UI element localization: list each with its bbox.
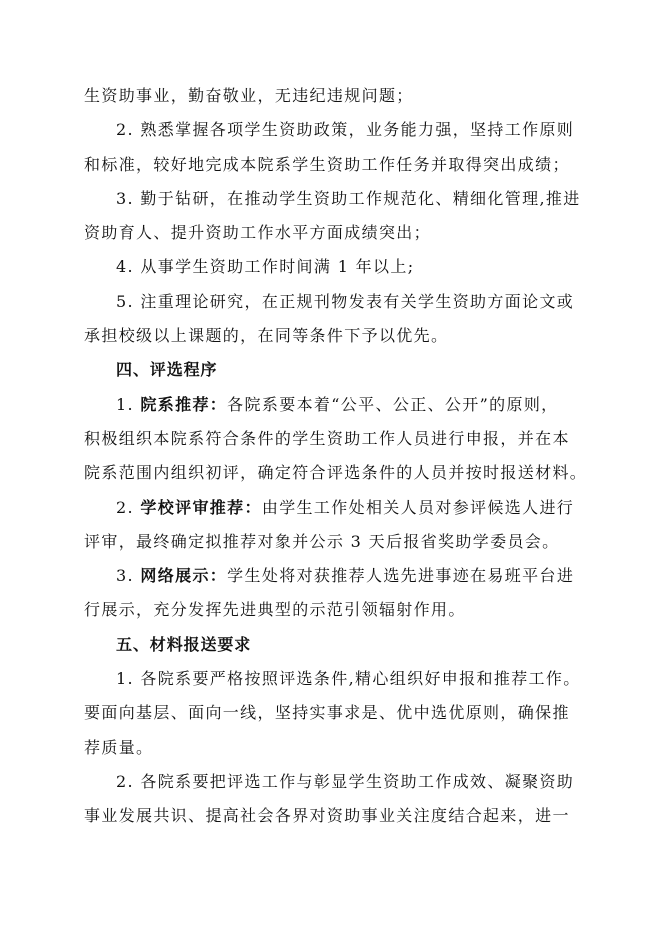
criterion-2-line-1: 2. 熟悉掌握各项学生资助政策，业务能力强，坚持工作原则 xyxy=(116,120,575,140)
material-1-line-2: 要面向基层、面向一线，坚持实事求是、优中选优原则，确保推 xyxy=(84,703,570,723)
procedure-1-number: 1. xyxy=(116,394,141,414)
criterion-3-line-1: 3. 勤于钻研，在推动学生资助工作规范化、精细化管理,推进 xyxy=(116,188,581,208)
procedure-3-number: 3. xyxy=(116,566,141,586)
paragraph-line: 生资助事业，勤奋敬业，无违纪违规问题； xyxy=(84,86,414,105)
material-1-line-1: 1. 各院系要严格按照评选条件,精心组织好申报和推荐工作。 xyxy=(116,669,581,689)
criterion-4-line-1: 4. 从事学生资助工作时间满 1 年以上; xyxy=(116,257,415,277)
criterion-5-line-2: 承担校级以上课题的，在同等条件下予以优先。 xyxy=(84,326,449,346)
procedure-1-text: 各院系要本着“公平、公正、公开”的原则， xyxy=(227,394,559,414)
section-heading-selection-procedure: 四、评选程序 xyxy=(116,360,218,380)
criterion-2-line-2: 和标准，较好地完成本院系学生资助工作任务并取得突出成绩； xyxy=(84,154,570,174)
procedure-1-keyword: 院系推荐： xyxy=(140,394,228,414)
procedure-2-number: 2. xyxy=(116,497,141,517)
material-1-line-3: 荐质量。 xyxy=(84,737,154,757)
procedure-3-text: 学生处将对获推荐人选先进事迹在易班平台进 xyxy=(227,566,575,586)
criterion-3-line-2: 资助育人、提升资助工作水平方面成绩突出； xyxy=(84,223,432,243)
material-2-line-1: 2. 各院系要把评选工作与彰显学生资助工作成效、凝聚资助 xyxy=(116,771,575,791)
procedure-1-line-1 xyxy=(84,388,589,422)
procedure-1-line-2: 积极组织本院系符合条件的学生资助工作人员进行申报，并在本 xyxy=(84,428,570,448)
procedure-3-keyword: 网络展示： xyxy=(140,566,228,586)
procedure-3-line-1 xyxy=(84,559,589,593)
material-2-line-2: 事业发展共识、提高社会各界对资助事业关注度结合起来，进一 xyxy=(84,806,570,826)
criterion-5-line-1: 5. 注重理论研究，在正规刊物发表有关学生资助方面论文或 xyxy=(116,291,575,311)
procedure-1-line-3: 院系范围内组织初评，确定符合评选条件的人员并按时报送材料。 xyxy=(84,463,588,483)
procedure-2-line-2: 评审，最终确定拟推荐对象并公示 3 天后报省奖助学委员会。 xyxy=(84,531,560,551)
document-page xyxy=(84,79,589,834)
procedure-2-line-1 xyxy=(84,491,589,525)
section-heading-material-submission: 五、材料报送要求 xyxy=(116,634,252,654)
procedure-2-text: 由学生工作处相关人员对参评候选人进行 xyxy=(261,497,575,517)
procedure-3-line-2: 行展示，充分发挥先进典型的示范引领辐射作用。 xyxy=(84,600,466,620)
procedure-2-keyword: 学校评审推荐： xyxy=(140,497,262,517)
